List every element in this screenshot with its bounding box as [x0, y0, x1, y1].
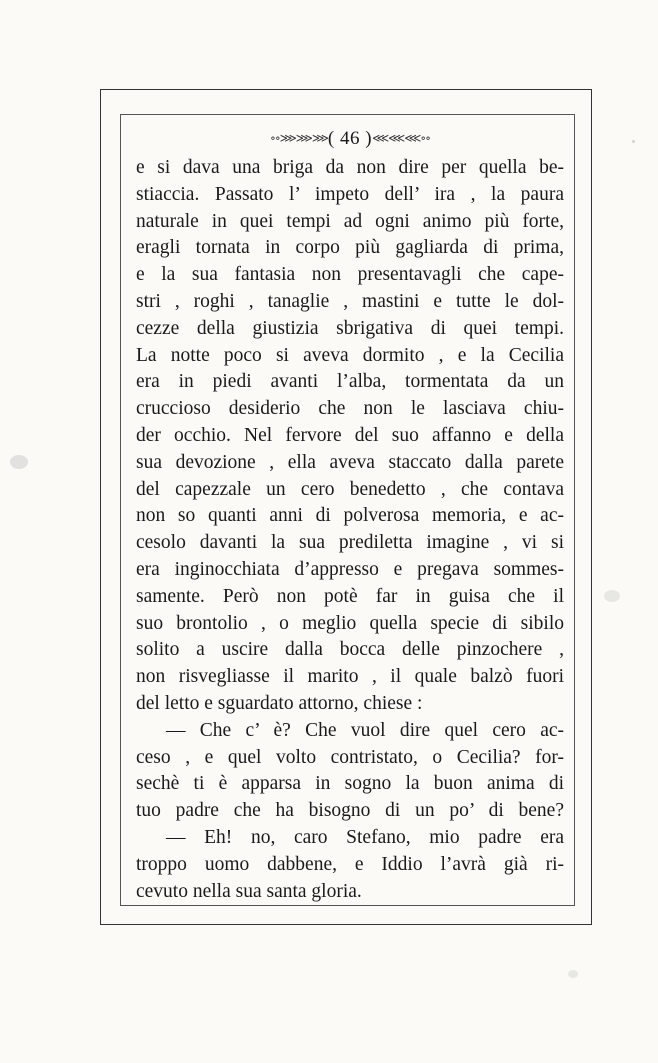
paper-speck — [632, 140, 635, 143]
text-line: non so quanti anni di polverosa memoria, e ac- — [136, 505, 564, 527]
paper-speck — [604, 590, 620, 602]
text-line: sechè ti è apparsa in sogno la buon anima di — [136, 773, 564, 795]
text-block — [136, 124, 564, 905]
text-line: — Eh! no, caro Stefano, mio padre era — [166, 826, 564, 848]
text-line: der occhio. Nel fervore del suo affanno e della — [136, 424, 564, 446]
header-open: ( — [327, 128, 340, 149]
text-line: cezze della giustizia sbrigativa di quei tempi. — [136, 317, 564, 339]
text-line: era in piedi avanti l’alba, tormentata da un — [136, 371, 564, 393]
paper-speck — [10, 455, 28, 469]
text-line: tuo padre che ha bisogno di un po’ di bene? — [136, 800, 564, 822]
paper-speck — [568, 970, 578, 978]
text-line: era inginocchiata d’appresso e pregava sommes- — [136, 558, 564, 580]
text-line: naturale in quei tempi ad ogni animo più forte, — [136, 210, 564, 232]
text-line: suo brontolio , o meglio quella specie di sibilo — [136, 612, 564, 634]
text-line: — Che c’ è? Che vuol dire quel cero ac- — [166, 719, 564, 741]
text-line: ceso , e quel volto contristato, o Cecilia? for- — [136, 746, 564, 768]
text-line: troppo uomo dabbene, e Iddio l’avrà già ri- — [136, 853, 564, 875]
text-line: del letto e sguardato attorno, chiese : — [136, 692, 423, 714]
text-line: cruccioso desiderio che non le lasciava chiu- — [136, 398, 564, 420]
text-line: samente. Però non potè far in guisa che il — [136, 585, 564, 607]
text-line: sua devozione , ella aveva staccato dalla parete — [136, 451, 564, 473]
text-line: cevuto nella sua santa gloria. — [136, 880, 362, 902]
text-line: del capezzale un cero benedetto , che contava — [136, 478, 564, 500]
header-close: ) — [360, 128, 373, 149]
text-line: solito a uscire dalla bocca delle pinzochere , — [136, 639, 564, 661]
page-number: 46 — [340, 128, 360, 149]
text-line: non risvegliasse il marito , il quale balzò fuori — [136, 666, 564, 688]
text-line: e si dava una briga da non dire per quella be- — [136, 157, 564, 178]
page-header — [136, 124, 564, 153]
text-line: stri , roghi , tanaglie , mastini e tutte le dol- — [136, 290, 564, 312]
text-line: e la sua fantasia non presentavagli che cape- — [136, 264, 564, 286]
text-line: eragli tornata in corpo più gagliarda di prima, — [136, 237, 564, 259]
text-line: stiaccia. Passato l’ impeto dell’ ira , la paura — [136, 183, 564, 205]
left-ornament-icon: ∘∘⋙⋙⋙ — [269, 131, 328, 145]
text-line: cesolo davanti la sua prediletta imagine , vi si — [136, 532, 564, 554]
right-ornament-icon: ⋘⋘⋘∘∘ — [372, 131, 431, 145]
text-line: La notte poco si aveva dormito , e la Cecilia — [136, 344, 564, 366]
